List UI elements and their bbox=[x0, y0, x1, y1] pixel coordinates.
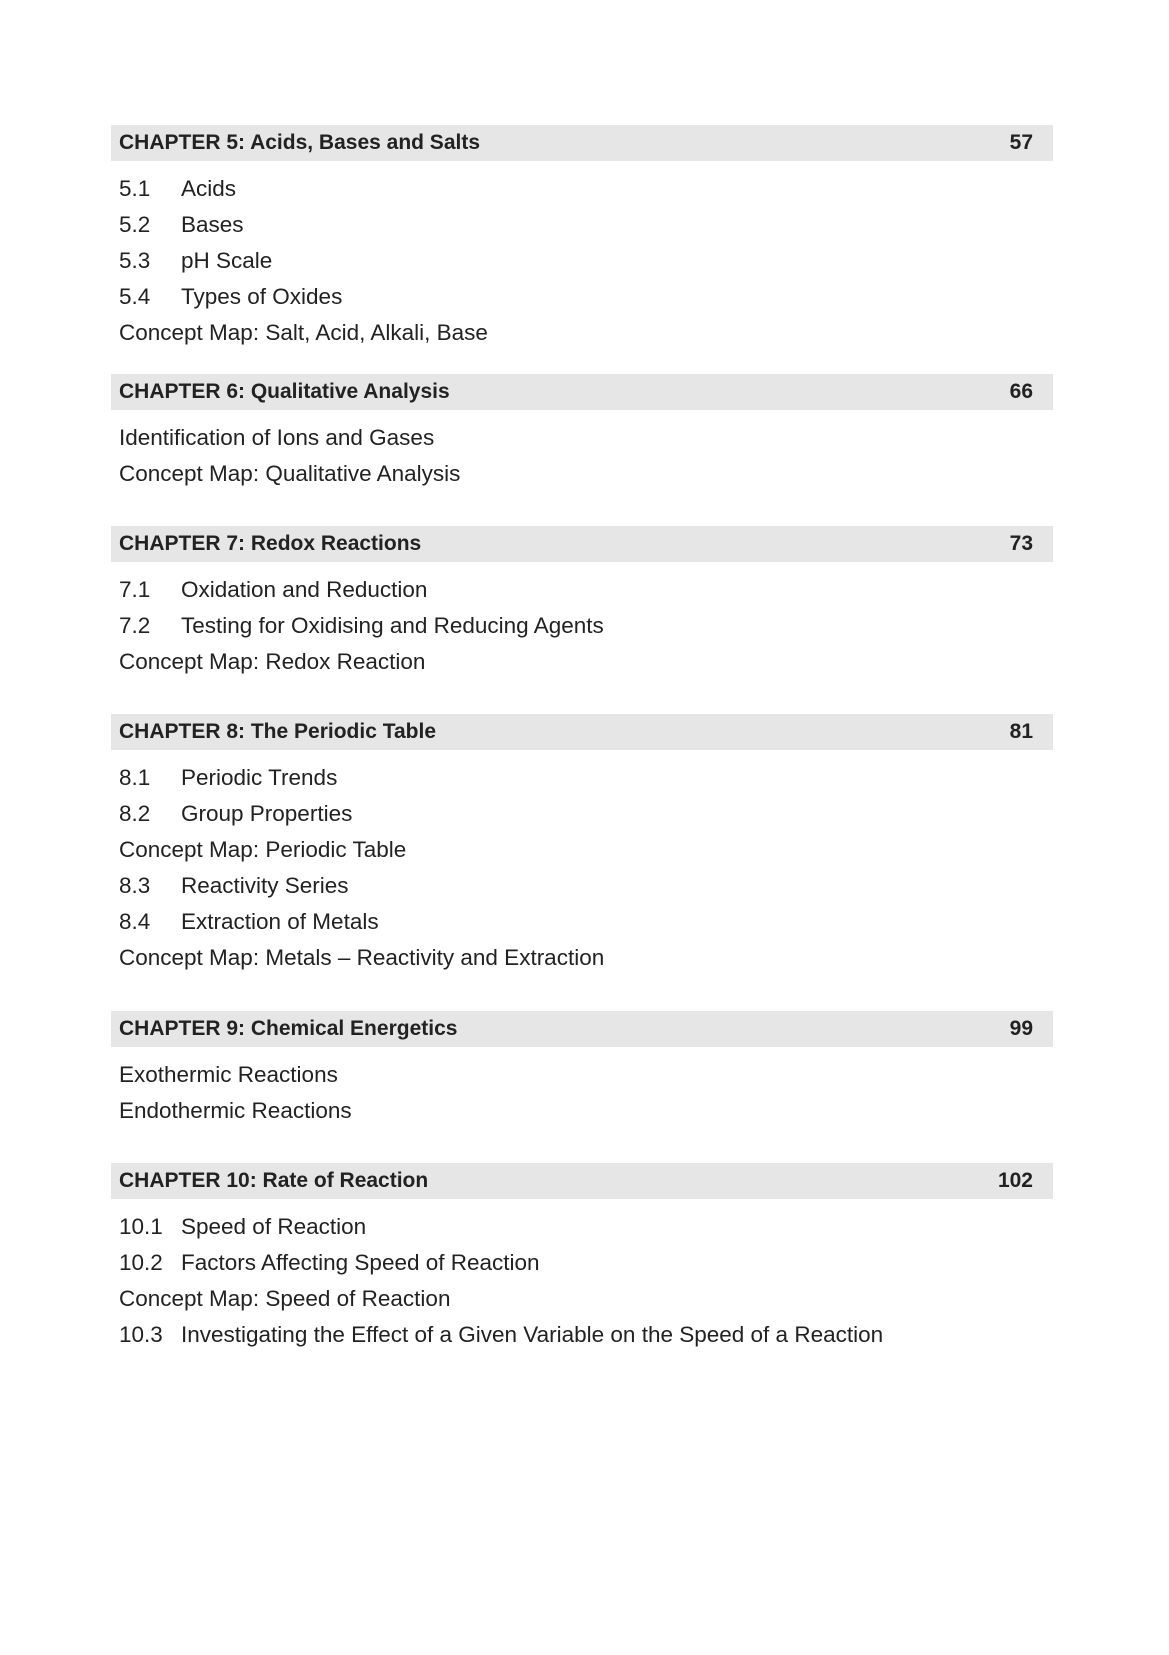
toc-entry[interactable] bbox=[111, 1209, 1053, 1245]
chapter-heading-bar[interactable] bbox=[111, 714, 1053, 750]
entry-title: Concept Map: Metals – Reactivity and Extraction bbox=[119, 945, 605, 970]
entry-title: Exothermic Reactions bbox=[119, 1062, 338, 1087]
entry-title: Investigating the Effect of a Given Variable on the Speed of a Reaction bbox=[181, 1322, 884, 1347]
entry-title: Acids bbox=[181, 176, 237, 201]
entry-number: 5.1 bbox=[119, 176, 151, 201]
toc-entry[interactable] bbox=[111, 832, 1053, 868]
chapter-heading-bar[interactable] bbox=[111, 1011, 1053, 1047]
entry-title: Identification of Ions and Gases bbox=[119, 425, 435, 450]
chapter-page-number: 57 bbox=[1009, 131, 1033, 154]
entry-title: Factors Affecting Speed of Reaction bbox=[181, 1250, 540, 1275]
toc-entry[interactable] bbox=[111, 760, 1053, 796]
entry-number: 5.4 bbox=[119, 284, 151, 309]
entry-number: 7.2 bbox=[119, 613, 151, 638]
entry-title: Concept Map: Periodic Table bbox=[119, 837, 407, 862]
chapter-title: CHAPTER 10: Rate of Reaction bbox=[119, 1169, 429, 1192]
entry-title: Concept Map: Qualitative Analysis bbox=[119, 461, 461, 486]
entry-title: Extraction of Metals bbox=[181, 909, 379, 934]
entry-title: Types of Oxides bbox=[181, 284, 343, 309]
chapter-section bbox=[111, 125, 1053, 351]
chapter-page-number: 73 bbox=[1009, 532, 1033, 555]
toc-entry[interactable] bbox=[111, 572, 1053, 608]
entry-number: 8.3 bbox=[119, 873, 151, 898]
entry-number: 8.1 bbox=[119, 765, 151, 790]
entry-number: 5.2 bbox=[119, 212, 151, 237]
toc-entry[interactable] bbox=[111, 608, 1053, 644]
chapter-heading-bar[interactable] bbox=[111, 374, 1053, 410]
toc-entry[interactable] bbox=[111, 243, 1053, 279]
chapter-title: CHAPTER 7: Redox Reactions bbox=[119, 532, 422, 555]
toc-entry[interactable] bbox=[111, 1245, 1053, 1281]
toc-entry[interactable] bbox=[111, 1057, 1053, 1093]
entry-number: 10.1 bbox=[119, 1214, 163, 1239]
entry-number: 5.3 bbox=[119, 248, 151, 273]
toc-entry[interactable] bbox=[111, 940, 1053, 976]
chapter-heading-bar[interactable] bbox=[111, 125, 1053, 161]
chapter-section bbox=[111, 526, 1053, 680]
entry-title: Group Properties bbox=[181, 801, 353, 826]
entry-title: Periodic Trends bbox=[181, 765, 338, 790]
entry-title: Oxidation and Reduction bbox=[181, 577, 428, 602]
toc-entry[interactable] bbox=[111, 315, 1053, 351]
chapter-heading-bar[interactable] bbox=[111, 526, 1053, 562]
entry-number: 8.4 bbox=[119, 909, 151, 934]
chapter-items bbox=[111, 410, 1053, 492]
toc-entry[interactable] bbox=[111, 796, 1053, 832]
chapter-page-number: 99 bbox=[1009, 1017, 1033, 1040]
entry-title: Concept Map: Speed of Reaction bbox=[119, 1286, 451, 1311]
entry-number: 8.2 bbox=[119, 801, 151, 826]
entry-title: Reactivity Series bbox=[181, 873, 349, 898]
chapter-heading-bar[interactable] bbox=[111, 1163, 1053, 1199]
chapter-section bbox=[111, 374, 1053, 492]
toc-entry[interactable] bbox=[111, 207, 1053, 243]
chapter-title: CHAPTER 9: Chemical Energetics bbox=[119, 1017, 458, 1040]
chapter-page-number: 102 bbox=[997, 1169, 1033, 1192]
entry-title: Concept Map: Redox Reaction bbox=[119, 649, 426, 674]
chapter-items bbox=[111, 161, 1053, 351]
chapter-page-number: 81 bbox=[1009, 720, 1033, 743]
entry-title: Speed of Reaction bbox=[181, 1214, 367, 1239]
chapter-title: CHAPTER 8: The Periodic Table bbox=[119, 720, 436, 743]
entry-title: Endothermic Reactions bbox=[119, 1098, 352, 1123]
toc-entry[interactable] bbox=[111, 456, 1053, 492]
entry-title: pH Scale bbox=[181, 248, 273, 273]
chapter-section bbox=[111, 1163, 1053, 1353]
chapter-title: CHAPTER 5: Acids, Bases and Salts bbox=[119, 131, 480, 154]
entry-title: Testing for Oxidising and Reducing Agents bbox=[181, 613, 604, 638]
chapter-items bbox=[111, 1047, 1053, 1129]
toc-entry[interactable] bbox=[111, 171, 1053, 207]
toc-entry[interactable] bbox=[111, 1317, 1053, 1353]
toc-entry[interactable] bbox=[111, 279, 1053, 315]
toc-entry[interactable] bbox=[111, 904, 1053, 940]
chapter-page-number: 66 bbox=[1009, 380, 1033, 403]
entry-title: Bases bbox=[181, 212, 244, 237]
toc-entry[interactable] bbox=[111, 420, 1053, 456]
entry-title: Concept Map: Salt, Acid, Alkali, Base bbox=[119, 320, 488, 345]
entry-number: 10.3 bbox=[119, 1322, 163, 1347]
chapter-items bbox=[111, 1199, 1053, 1353]
chapter-items bbox=[111, 750, 1053, 976]
chapter-items bbox=[111, 562, 1053, 680]
toc-entry[interactable] bbox=[111, 1281, 1053, 1317]
toc-entry[interactable] bbox=[111, 868, 1053, 904]
chapter-section bbox=[111, 1011, 1053, 1129]
entry-number: 7.1 bbox=[119, 577, 151, 602]
entry-number: 10.2 bbox=[119, 1250, 163, 1275]
chapter-section bbox=[111, 714, 1053, 976]
toc-entry[interactable] bbox=[111, 1093, 1053, 1129]
toc-entry[interactable] bbox=[111, 644, 1053, 680]
chapter-title: CHAPTER 6: Qualitative Analysis bbox=[119, 380, 450, 403]
